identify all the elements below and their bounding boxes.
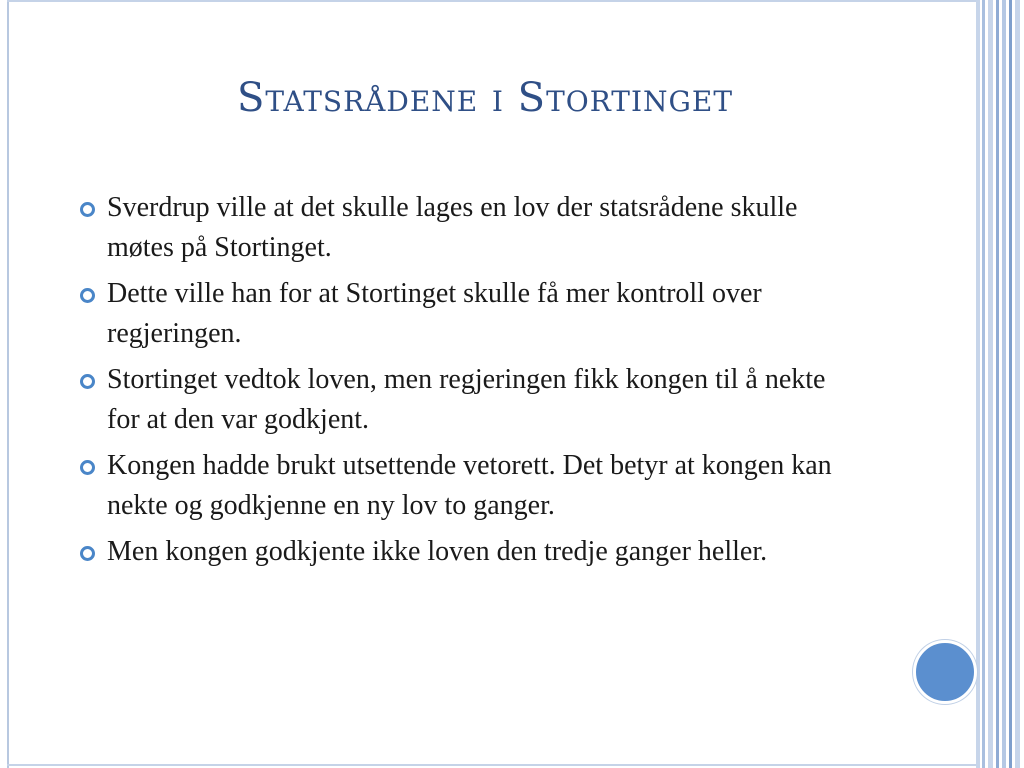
bullet-item: [80, 360, 860, 440]
bullet-text: Sverdrup ville at det skulle lages en lov der statsrådene skulle møtes på Stortinget.: [107, 192, 798, 263]
bullet-list: [80, 188, 860, 578]
stripe: [982, 0, 985, 768]
hollow-circle-bullet-icon: [80, 202, 95, 217]
hollow-circle-bullet-icon: [80, 288, 95, 303]
slide-frame-bottom: [7, 764, 977, 766]
bullet-item: [80, 532, 860, 572]
stripe: [976, 0, 980, 768]
stripe: [1015, 0, 1020, 768]
stripe: [988, 0, 993, 768]
bullet-text: Dette ville han for at Stortinget skulle få mer kontroll over regjeringen.: [107, 278, 762, 349]
bullet-item: [80, 446, 860, 526]
bullet-text: Kongen hadde brukt utsettende vetorett. Det betyr at kongen kan nekte og godkjenne en ny lov to ganger.: [107, 450, 832, 521]
filled-circle-decoration: [913, 640, 977, 704]
hollow-circle-bullet-icon: [80, 546, 95, 561]
bullet-item: [80, 188, 860, 268]
bullet-text: Men kongen godkjente ikke loven den tredje ganger heller.: [107, 536, 768, 567]
stripe: [996, 0, 999, 768]
hollow-circle-bullet-icon: [80, 374, 95, 389]
decorative-stripes: [976, 0, 1024, 768]
stripe: [1002, 0, 1006, 768]
hollow-circle-bullet-icon: [80, 460, 95, 475]
bullet-item: [80, 274, 860, 354]
stripe: [1009, 0, 1012, 768]
slide-frame-left: [7, 0, 9, 768]
slide-title: Statsrådene i Stortinget: [236, 75, 734, 121]
bullet-text: Stortinget vedtok loven, men regjeringen fikk kongen til å nekte for at den var godkjent.: [107, 364, 826, 435]
slide-frame-top: [7, 0, 977, 2]
